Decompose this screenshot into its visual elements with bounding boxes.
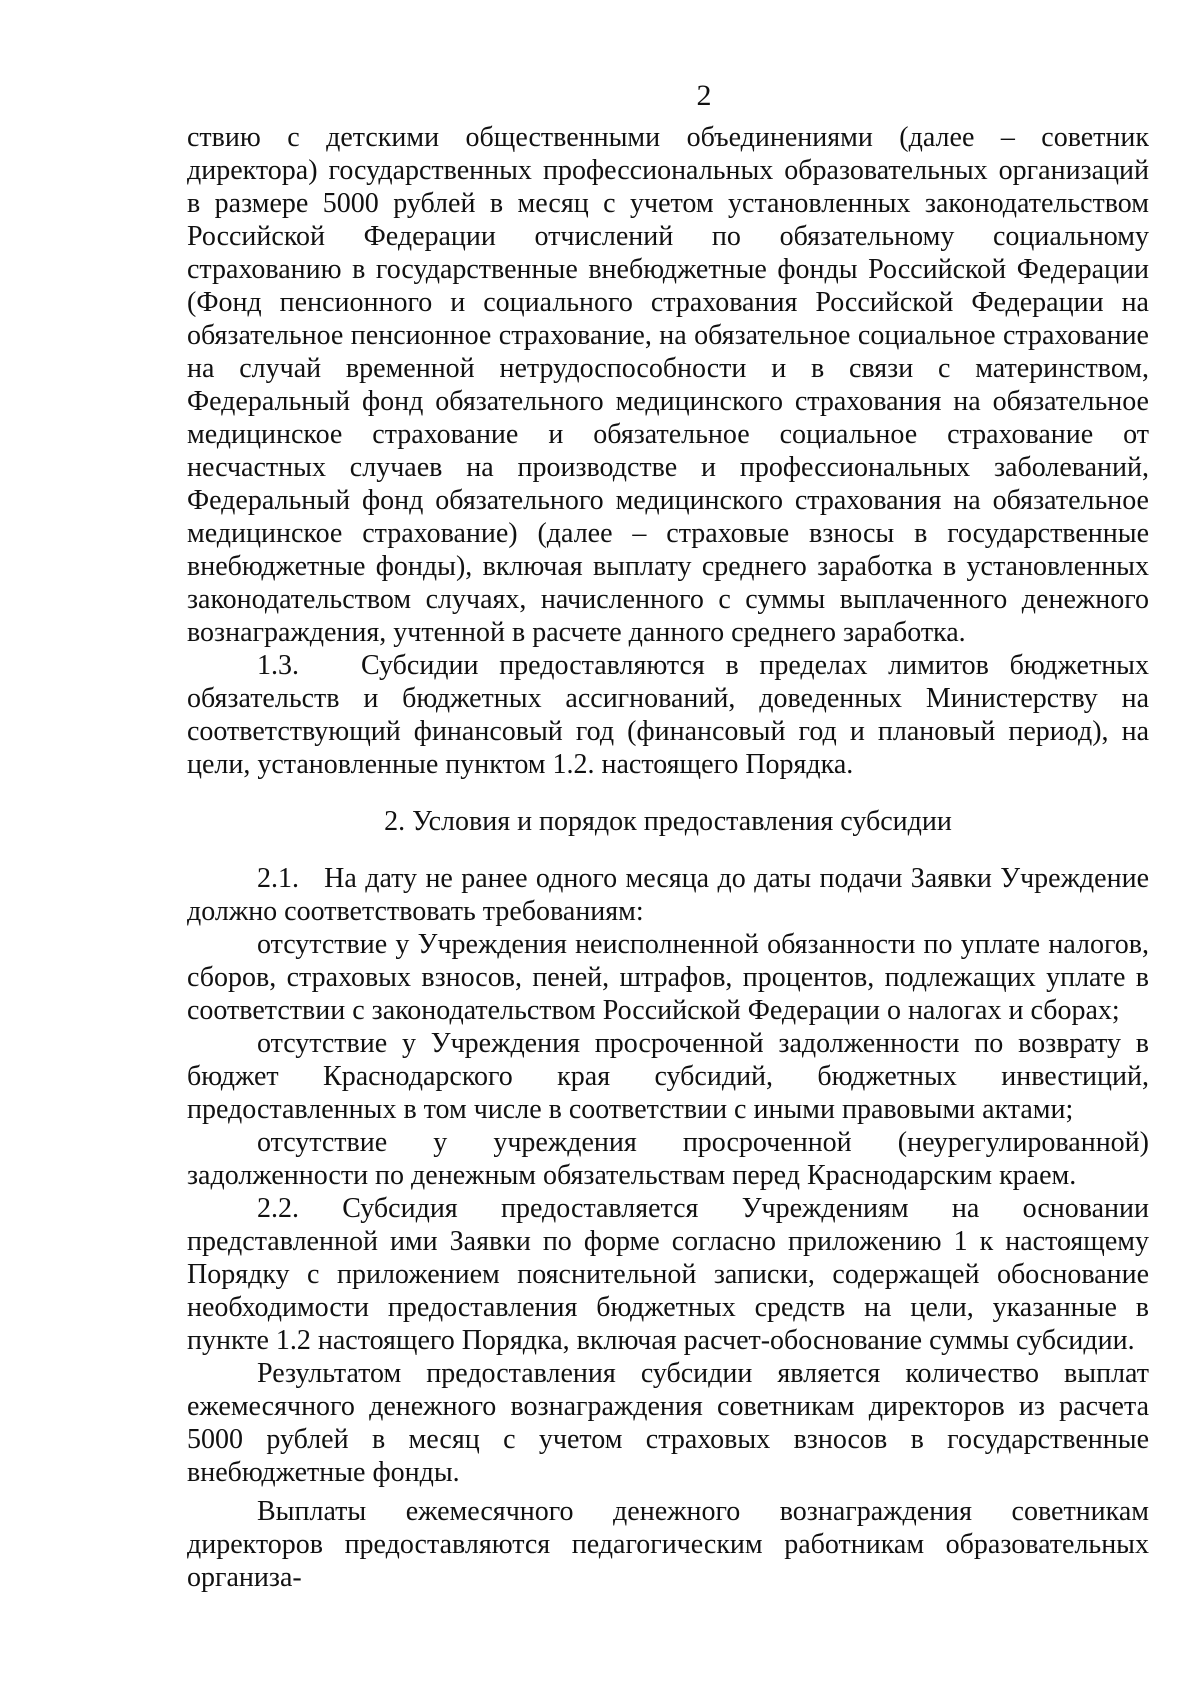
paragraph-result: Результатом предоставления субсидии является количество выплат ежемесячного денежного вознаграждения советникам директоров из расчета 5000 рублей в месяц с учетом страховых взносов в государственные внебюджетные фонды.	[187, 1358, 1149, 1488]
paragraph-2-1: 2.1. На дату не ранее одного месяца до даты подачи Заявки Учреждение должно соответствовать требованиям:	[187, 863, 1149, 927]
requirement-item-3: отсутствие у учреждения просроченной (неурегулированной) задолженности по денежным обязательствам перед Краснодарским краем.	[187, 1127, 1149, 1191]
paragraph-continuation: ствию с детскими общественными объединениями (далее – советник директора) государственных профессиональных образовательных организаций в размере 5000 рублей в месяц с учетом установленных законодательством Российской Федерации отчислений по обязательному социальному страхованию в государственные внебюджетные фонды Российской Федерации (Фонд пенсионного и социального страхования Российской Федерации на обязательное пенсионное страхование, на обязательное социальное страхование на случай временной нетрудоспособности и в связи с материнством, Федеральный фонд обязательного медицинского страхования на обязательное медицинское страхование и обязательное социальное страхование от несчастных случаев на производстве и профессиональных заболеваний, Федеральный фонд обязательного медицинского страхования на обязательное медицинское страхование) (далее – страховые взносы в государственные внебюджетные фонды), включая выплату среднего заработка в установленных законодательством случаях, начисленного с суммы выплаченного денежного вознаграждения, учтенной в расчете данного среднего заработка.	[187, 122, 1149, 648]
paragraph-payments: Выплаты ежемесячного денежного вознаграждения советникам директоров предоставляются педагогическим работникам образовательных организа-	[187, 1496, 1149, 1593]
document-body	[187, 121, 1149, 1594]
section-2-heading: 2. Условия и порядок предоставления субсидии	[384, 806, 952, 837]
requirement-item-2: отсутствие у Учреждения просроченной задолженности по возврату в бюджет Краснодарского края субсидий, бюджетных инвестиций, предоставленных в том числе в соответствии с иными правовыми актами;	[187, 1028, 1149, 1125]
paragraph-2-2: 2.2. Субсидия предоставляется Учреждениям на основании представленной ими Заявки по форме согласно приложению 1 к настоящему Порядку с приложением пояснительной записки, содержащей обоснование необходимости предоставления бюджетных средств на цели, указанные в пункте 1.2 настоящего Порядка, включая расчет-обоснование суммы субсидии.	[187, 1193, 1149, 1356]
page-number: 2	[696, 79, 712, 112]
paragraph-1-3: 1.3. Субсидии предоставляются в пределах лимитов бюджетных обязательств и бюджетных ассигнований, доведенных Министерству на соответствующий финансовый год (финансовый год и плановый период), на цели, установленные пунктом 1.2. настоящего Порядка.	[187, 650, 1149, 780]
requirement-item-1: отсутствие у Учреждения неисполненной обязанности по уплате налогов, сборов, страховых взносов, пеней, штрафов, процентов, подлежащих уплате в соответствии с законодательством Российской Федерации о налогах и сборах;	[187, 929, 1149, 1026]
